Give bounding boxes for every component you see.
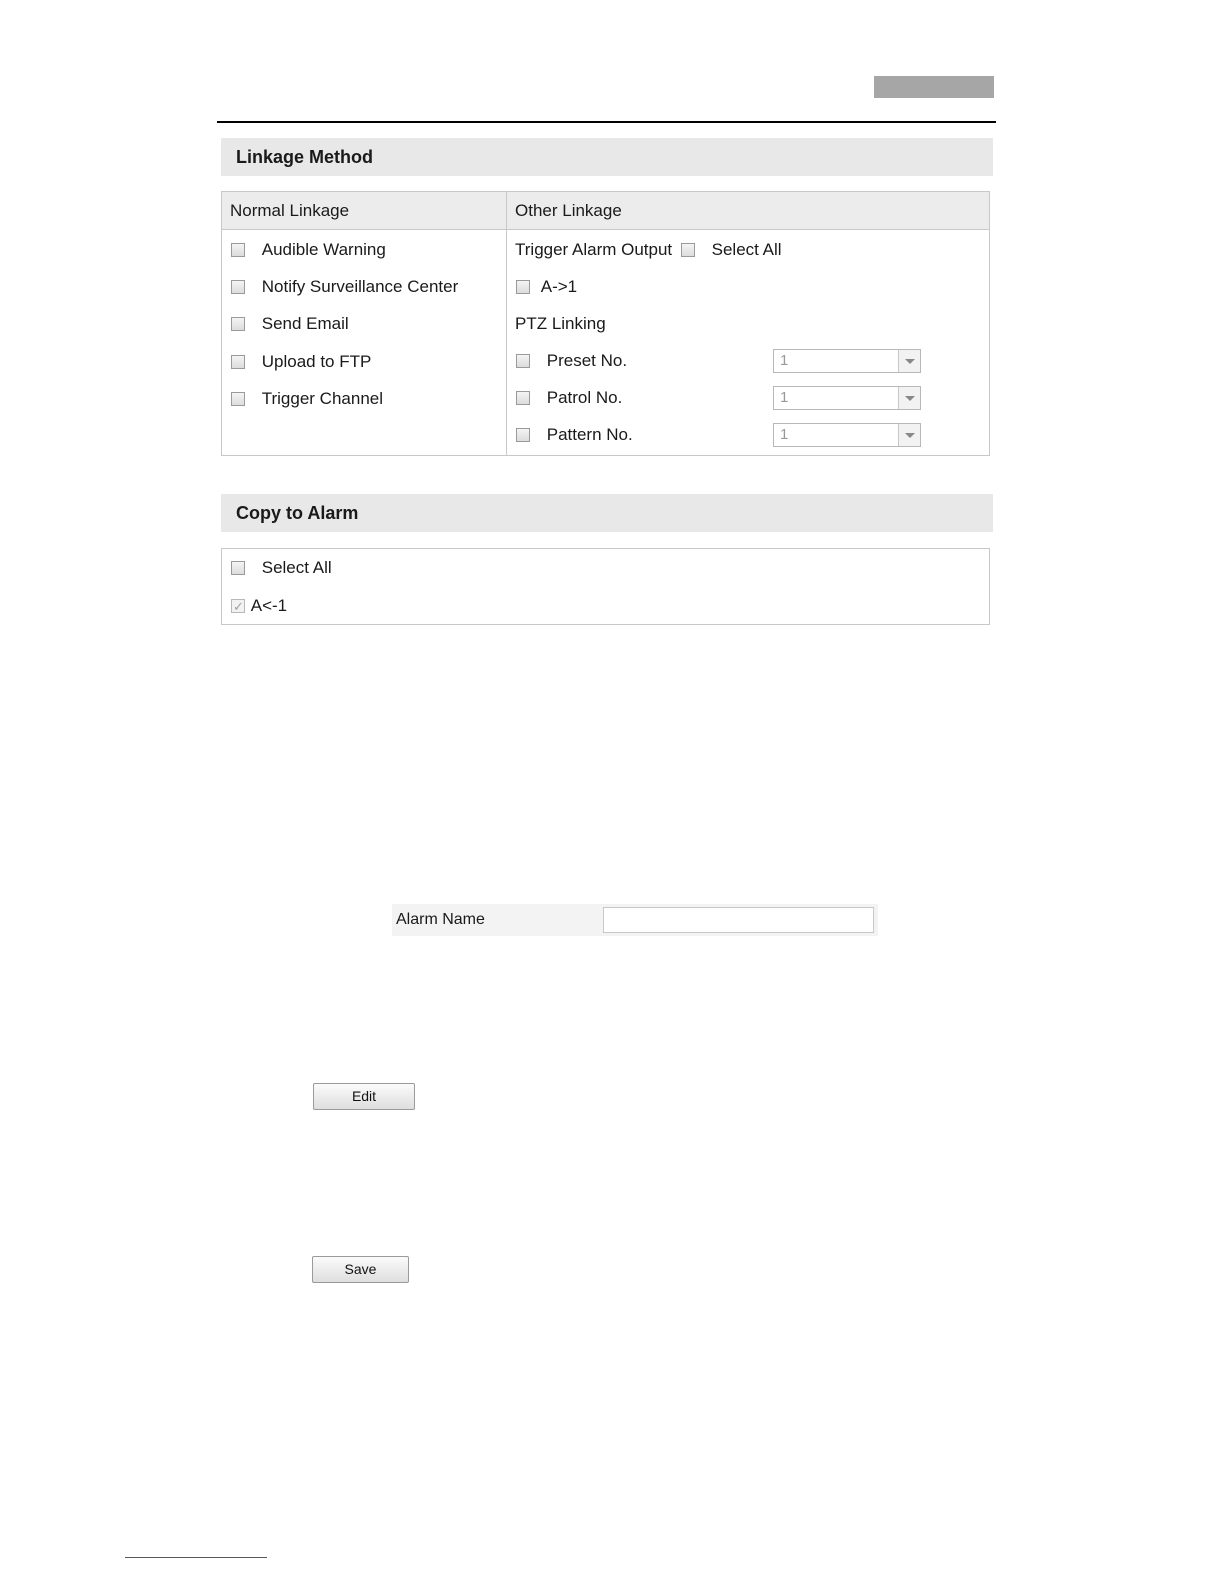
copy-select-all-checkbox[interactable]	[231, 561, 245, 575]
preset-no-row	[516, 349, 627, 373]
alarm-output-select-all-label: Select All	[711, 240, 782, 259]
send-email-label: Send Email	[261, 314, 349, 333]
patrol-no-value: 1	[780, 389, 789, 406]
upload-to-ftp-checkbox[interactable]	[231, 355, 245, 369]
copy-select-all-label: Select All	[261, 558, 332, 577]
notify-surveillance-center-row	[231, 275, 458, 299]
audible-warning-label: Audible Warning	[261, 240, 386, 259]
linkage-table	[221, 191, 990, 456]
alarm-name-input[interactable]	[603, 907, 874, 933]
footer-link-underline	[125, 1557, 267, 1558]
copy-alarm-a1-label: A<-1	[250, 596, 288, 615]
audible-warning-checkbox[interactable]	[231, 243, 245, 257]
alarm-output-select-all-checkbox[interactable]	[681, 243, 695, 257]
chevron-down-icon[interactable]	[898, 424, 920, 446]
header-rule	[217, 121, 996, 123]
alarm-name-label: Alarm Name	[396, 911, 485, 928]
ptz-linking-label: PTZ Linking	[515, 314, 606, 333]
patrol-no-select[interactable]	[773, 386, 921, 410]
audible-warning-row	[231, 238, 386, 262]
alarm-name-row	[392, 904, 878, 936]
trigger-alarm-output-row	[515, 238, 782, 262]
save-button[interactable]: Save	[312, 1256, 409, 1283]
other-linkage-header: Other Linkage	[507, 192, 989, 230]
preset-no-select[interactable]	[773, 349, 921, 373]
copy-to-alarm-box	[221, 548, 990, 625]
linkage-method-title: Linkage Method	[221, 138, 993, 176]
patrol-no-label: Patrol No.	[546, 388, 623, 407]
preset-no-label: Preset No.	[546, 351, 628, 370]
column-divider	[506, 192, 507, 455]
trigger-channel-checkbox[interactable]	[231, 392, 245, 406]
upload-to-ftp-label: Upload to FTP	[261, 352, 372, 371]
header-tab	[874, 76, 994, 98]
trigger-channel-label: Trigger Channel	[261, 389, 384, 408]
patrol-no-row	[516, 386, 622, 410]
trigger-channel-row	[231, 387, 383, 411]
copy-alarm-a1-row	[231, 594, 287, 618]
pattern-no-checkbox[interactable]	[516, 428, 530, 442]
normal-linkage-header: Normal Linkage	[222, 192, 506, 230]
trigger-alarm-output-label: Trigger Alarm Output	[515, 240, 673, 259]
notify-surveillance-center-label: Notify Surveillance Center	[261, 277, 459, 296]
send-email-row	[231, 312, 349, 336]
alarm-output-a1-checkbox[interactable]	[516, 280, 530, 294]
pattern-no-label: Pattern No.	[546, 425, 633, 444]
copy-select-all-row	[231, 556, 332, 580]
alarm-output-a1-label: A->1	[540, 277, 578, 296]
pattern-no-select[interactable]	[773, 423, 921, 447]
preset-no-checkbox[interactable]	[516, 354, 530, 368]
chevron-down-icon[interactable]	[898, 387, 920, 409]
preset-no-value: 1	[780, 352, 789, 369]
chevron-down-icon[interactable]	[898, 350, 920, 372]
edit-button[interactable]: Edit	[313, 1083, 415, 1110]
patrol-no-checkbox[interactable]	[516, 391, 530, 405]
pattern-no-value: 1	[780, 426, 789, 443]
alarm-output-a1-row	[516, 275, 577, 299]
copy-alarm-a1-checkbox[interactable]	[231, 599, 245, 613]
copy-to-alarm-title: Copy to Alarm	[221, 494, 993, 532]
pattern-no-row	[516, 423, 633, 447]
send-email-checkbox[interactable]	[231, 317, 245, 331]
notify-surveillance-center-checkbox[interactable]	[231, 280, 245, 294]
upload-to-ftp-row	[231, 350, 371, 374]
